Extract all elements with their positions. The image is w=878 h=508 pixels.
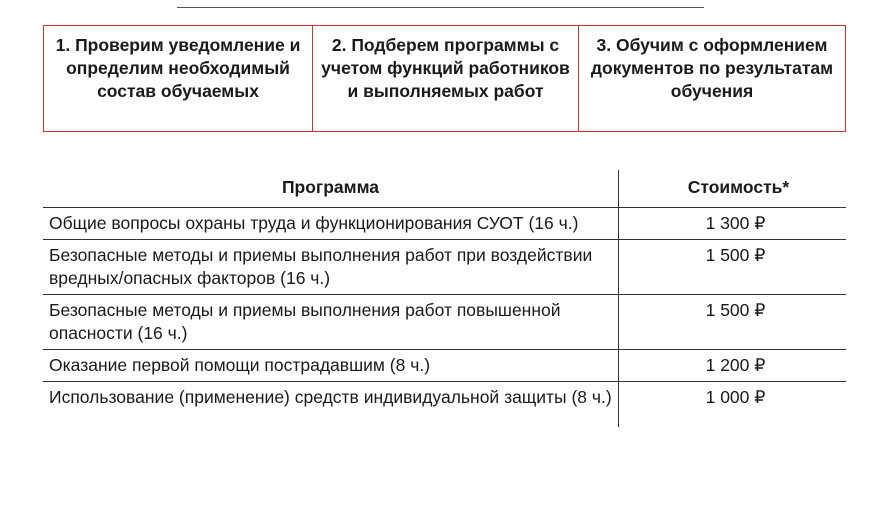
step-3: 3. Обучим с оформлением документов по результатам обучения (578, 26, 845, 131)
table-row (43, 208, 846, 240)
steps-box (43, 25, 846, 132)
step-2: 2. Подберем программы с учетом функций работников и выполняемых работ (312, 26, 578, 131)
program-name: Использование (применение) средств индивидуальной защиты (8 ч.) (49, 387, 612, 407)
table-row (43, 350, 846, 382)
table-row (43, 295, 846, 350)
top-divider (177, 7, 704, 8)
program-name: Безопасные методы и приемы выполнения работ при воздействии вредных/опасных факторов (16 ч.) (43, 240, 619, 295)
program-name: Общие вопросы охраны труда и функционирования СУОТ (16 ч.) (43, 208, 619, 240)
price-table (43, 170, 846, 427)
program-name: Безопасные методы и приемы выполнения работ повышенной опасности (16 ч.) (43, 295, 619, 350)
program-name: Оказание первой помощи пострадавшим (8 ч.) (43, 350, 619, 382)
table-row (43, 240, 846, 295)
program-price: 1 500 ₽ (619, 295, 847, 350)
program-price: 1 500 ₽ (619, 240, 847, 295)
step-1: 1. Проверим уведомление и определим необходимый состав обучаемых (55, 35, 301, 101)
table-row (43, 382, 846, 428)
header-program: Программа (43, 170, 619, 208)
table-header-row (43, 170, 846, 208)
program-price: 1 000 ₽ (619, 382, 847, 428)
program-price: 1 300 ₽ (619, 208, 847, 240)
header-price: Стоимость* (619, 170, 847, 208)
program-price: 1 200 ₽ (619, 350, 847, 382)
